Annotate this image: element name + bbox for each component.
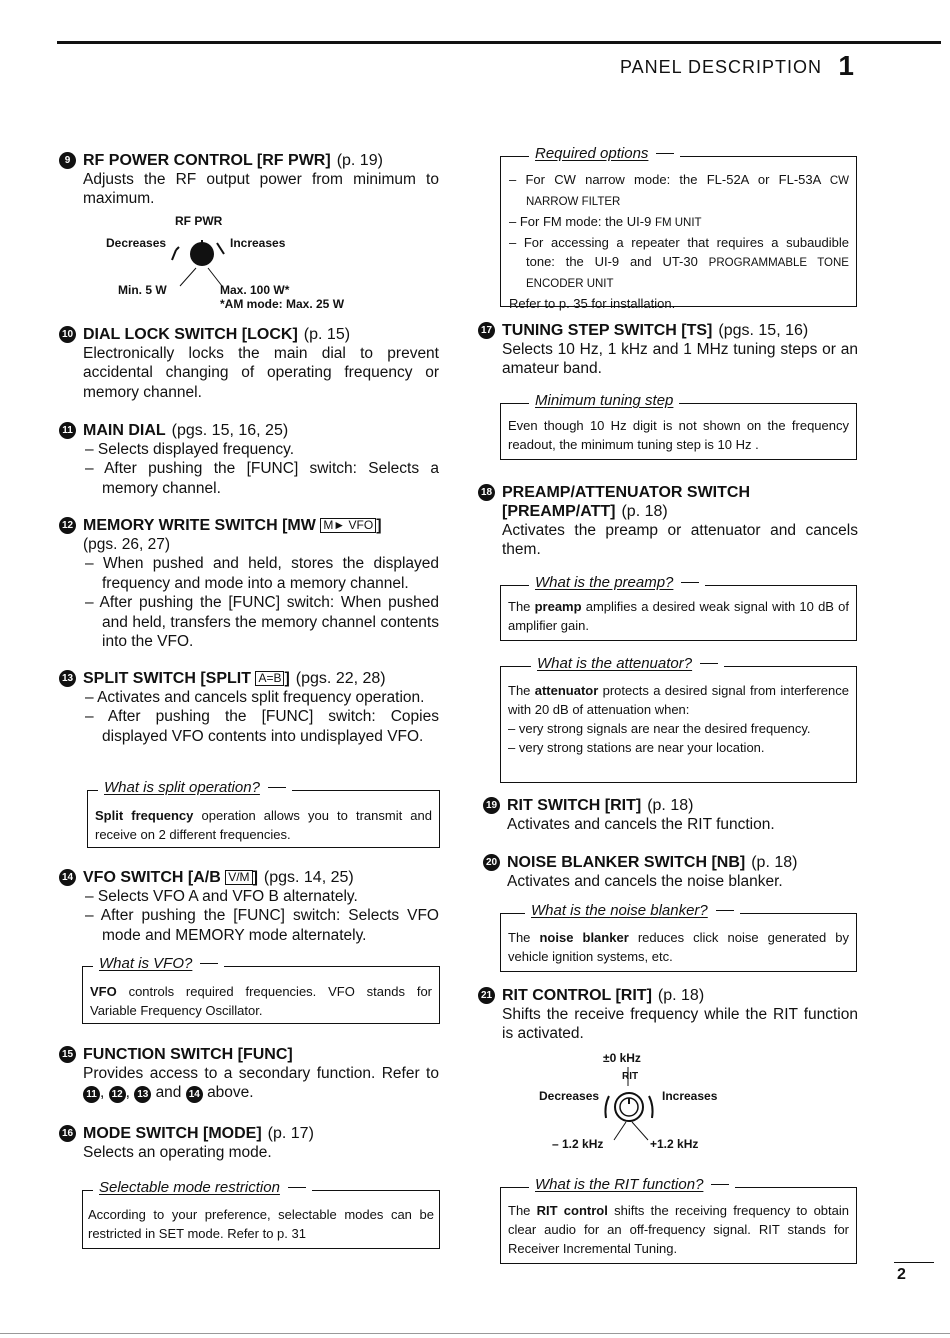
option-unit: CW NARROW FILTER — [526, 175, 849, 208]
section-title: VFO SWITCH [A/B — [83, 869, 221, 886]
section-title: RIT CONTROL [RIT] — [502, 987, 652, 1004]
title-close: ] — [284, 670, 290, 687]
section-mode — [59, 1124, 439, 1162]
section-title: NOISE BLANKER SWITCH [NB] — [507, 854, 746, 871]
rf-power-diagram — [100, 210, 400, 315]
box-term: noise blanker — [539, 930, 629, 945]
box-body — [501, 667, 856, 757]
key-label: A=B — [255, 671, 284, 686]
box-pre: The — [508, 1203, 537, 1218]
required-options-box — [500, 145, 857, 311]
bullet: – After pushing the [FUNC] switch: Copies displayed VFO contents into undisplayed VFO. — [85, 708, 439, 745]
section-preamp — [478, 483, 858, 560]
page-number-rule — [894, 1262, 934, 1263]
section-tuning-step — [478, 321, 858, 379]
option-text: – For FM mode: the UI-9 — [509, 214, 652, 229]
vfo-info-box — [82, 955, 440, 1024]
box-pre: The — [508, 930, 540, 945]
section-title: FUNCTION SWITCH [FUNC] — [83, 1046, 293, 1063]
section-title: SPLIT SWITCH [SPLIT — [83, 670, 251, 687]
section-title: TUNING STEP SWITCH [TS] — [502, 322, 713, 339]
box-term: preamp — [534, 599, 582, 614]
option-line — [509, 233, 849, 294]
box-term: RIT control — [536, 1203, 608, 1218]
option-text: – For accessing a repeater that requires a subaudible tone: the UI-9 and UT-30 — [509, 235, 849, 269]
section-body: Provides access to a secondary function. Refer to 11 , 12 , 13 and 14 above. — [83, 1065, 439, 1102]
zero-label: ±0 kHz — [603, 1051, 641, 1065]
page-number: 2 — [897, 1266, 906, 1283]
section-title: MAIN DIAL — [83, 422, 166, 439]
option-line: Refer to p. 35 for installation. — [509, 296, 676, 311]
item-number: 12 — [59, 517, 76, 534]
bullet: – Selects displayed frequency. — [85, 441, 295, 458]
item-number: 17 — [478, 322, 495, 339]
option-unit: FM UNIT — [654, 217, 702, 229]
section-title: MEMORY WRITE SWITCH [MW — [83, 517, 316, 534]
ref-number: 11 — [83, 1086, 100, 1103]
box-body — [501, 157, 856, 313]
box-body — [88, 791, 439, 844]
box-title: What is the RIT function? — [535, 1176, 704, 1193]
decreases-label: Decreases — [539, 1089, 600, 1103]
item-number: 18 — [478, 484, 495, 501]
box-body — [83, 967, 439, 1020]
key-label: M► VFO — [320, 518, 376, 533]
box-title: What is the noise blanker? — [531, 902, 708, 919]
option-line — [509, 212, 849, 233]
title-close: ] — [376, 517, 382, 534]
box-text: shifts the receiving frequency to obtain clear audio for an off-frequency signal. RIT stands for Receiver Incremental Tuning. — [508, 1203, 850, 1256]
option-unit: PROGRAMMABLE TONE ENCODER UNIT — [526, 257, 849, 290]
split-info-box — [87, 779, 440, 848]
section-title-line2: [PREAMP/ATT] — [502, 503, 616, 520]
preamp-box — [500, 574, 857, 641]
page-ref: (pgs. 22, 28) — [295, 670, 386, 687]
box-body: Even though 10 Hz digit is not shown on the frequency readout, the minimum tuning step is 10 Hz . — [508, 418, 849, 452]
section-memory-write — [59, 516, 439, 651]
item-number: 13 — [59, 670, 76, 687]
section-main-dial — [59, 421, 439, 498]
section-rit-control — [478, 986, 858, 1044]
section-title: RIT SWITCH [RIT] — [507, 797, 642, 814]
header-rule — [57, 41, 941, 44]
box-body: According to your preference, selectable modes can be restricted in SET mode. Refer to p. 31 — [88, 1207, 434, 1241]
max-label: Max. 100 W* — [220, 283, 290, 297]
tuning-step-box — [500, 392, 857, 460]
box-term: Split frequency — [95, 808, 194, 823]
box-text: reduces click noise generated by vehicle ignition systems, etc. — [508, 930, 850, 964]
item-number: 10 — [59, 326, 76, 343]
title-close: ] — [252, 869, 258, 886]
key-label: V/M — [225, 870, 252, 885]
section-body: Selects 10 Hz, 1 kHz and 1 MHz tuning steps or an amateur band. — [502, 341, 858, 378]
section-rit-switch — [483, 796, 863, 834]
max-label: +1.2 kHz — [650, 1137, 699, 1151]
knob-label: RF PWR — [175, 214, 223, 228]
am-note: *AM mode: Max. 25 W — [220, 297, 345, 311]
box-body — [501, 914, 856, 966]
page-ref: (p. 18) — [751, 854, 798, 871]
box-title: What is the attenuator? — [537, 655, 693, 672]
box-term: VFO — [90, 984, 117, 999]
box-title: Required options — [535, 145, 649, 162]
rit-function-box — [500, 1176, 857, 1264]
section-split — [59, 669, 439, 746]
ref-number: 14 — [186, 1086, 203, 1103]
section-noise-blanker — [483, 853, 863, 891]
noise-blanker-box — [500, 902, 857, 972]
ref-number: 12 — [109, 1086, 126, 1103]
section-body: Adjusts the RF output power from minimum to maximum. — [83, 171, 439, 208]
option-text: – For CW narrow mode: the FL-52A or FL-53A — [509, 172, 821, 187]
page-ref: (pgs. 26, 27) — [83, 536, 171, 553]
box-text: amplifies a desired weak signal with 10 dB of amplifier gain. — [508, 599, 849, 633]
section-title: RF POWER CONTROL [RF PWR] — [83, 152, 331, 169]
item-number: 14 — [59, 869, 76, 886]
above-text: above. — [207, 1084, 254, 1102]
box-pre: The — [508, 683, 535, 698]
chapter-number: 1 — [838, 50, 854, 81]
box-term: attenuator — [534, 683, 599, 698]
item-number: 11 — [59, 422, 76, 439]
bullet: – After pushing the [FUNC] switch: Selects a memory channel. — [85, 460, 439, 497]
and-text: and — [155, 1084, 182, 1102]
section-title: MODE SWITCH [MODE] — [83, 1125, 262, 1142]
box-body — [501, 1188, 856, 1258]
section-dial-lock — [59, 325, 439, 402]
page-ref: (p. 18) — [621, 503, 668, 520]
bullet: – After pushing the [FUNC] switch: When pushed and held, transfers the memory channel contents into the VFO. — [85, 594, 439, 651]
decreases-label: Decreases — [106, 236, 167, 250]
box-title: What is split operation? — [104, 779, 260, 796]
bullet: – After pushing the [FUNC] switch: Selects VFO mode and MEMORY mode alternately. — [85, 907, 439, 944]
section-title: PREAMP/ATTENUATOR SWITCH — [502, 484, 750, 501]
section-function — [59, 1045, 439, 1103]
box-text: controls required frequencies. VFO stands for Variable Frequency Oscillator. — [90, 984, 432, 1018]
item-number: 21 — [478, 987, 495, 1004]
section-title: DIAL LOCK SWITCH [LOCK] — [83, 326, 298, 343]
mode-restriction-box — [82, 1179, 440, 1249]
option-line — [509, 170, 849, 212]
box-para — [508, 681, 849, 719]
bullet: – Activates and cancels split frequency operation. — [85, 689, 425, 706]
section-vfo — [59, 868, 439, 945]
item-number: 9 — [59, 152, 76, 169]
item-number: 19 — [483, 797, 500, 814]
box-text: protects a desired signal from interference with 20 dB of attenuation when: — [508, 683, 849, 717]
ref-number: 13 — [134, 1086, 151, 1103]
page-title: PANEL DESCRIPTION — [619, 57, 822, 77]
page-ref: (p. 19) — [336, 152, 383, 169]
section-body: Activates and cancels the noise blanker. — [507, 873, 783, 890]
bullet: – When pushed and held, stores the displayed frequency and mode into a memory channel. — [85, 555, 439, 592]
box-title: Minimum tuning step — [535, 392, 674, 409]
min-label: – 1.2 kHz — [552, 1137, 604, 1151]
section-body: Electronically locks the main dial to prevent accidental changing of operating frequency or memory channel. — [83, 345, 439, 401]
knob-label: RIT — [622, 1071, 639, 1082]
box-body — [501, 586, 856, 635]
page-ref: (pgs. 15, 16, 25) — [171, 422, 289, 439]
bullet: – Selects VFO A and VFO B alternately. — [85, 888, 358, 905]
box-title: What is VFO? — [99, 955, 193, 972]
min-label: Min. 5 W — [118, 283, 167, 297]
item-number: 20 — [483, 854, 500, 871]
box-title: Selectable mode restriction — [99, 1179, 280, 1196]
box-pre: The — [508, 599, 535, 614]
section-rf-power — [59, 151, 439, 209]
item-number: 16 — [59, 1125, 76, 1142]
box-bullet: – very strong signals are near the desired frequency. — [508, 721, 811, 736]
page-ref: (pgs. 14, 25) — [263, 869, 354, 886]
page-ref: (p. 15) — [303, 326, 351, 343]
section-body: Selects an operating mode. — [83, 1144, 272, 1161]
rit-diagram — [530, 1048, 750, 1158]
page-ref: (p. 18) — [647, 797, 694, 814]
section-body: Activates the preamp or attenuator and cancels them. — [502, 522, 858, 559]
page-ref: (p. 17) — [267, 1125, 314, 1142]
item-number: 15 — [59, 1046, 76, 1063]
box-text: operation allows you to transmit and receive on 2 different frequencies. — [95, 808, 432, 842]
increases-label: Increases — [230, 236, 286, 250]
box-title: What is the preamp? — [535, 574, 674, 591]
page-ref: (pgs. 15, 16) — [718, 322, 809, 339]
body-text: Provides access to a secondary function. Refer to — [83, 1065, 439, 1082]
footer-rule — [0, 1333, 950, 1334]
increases-label: Increases — [662, 1089, 718, 1103]
attenuator-box — [500, 655, 857, 783]
page-ref: (p. 18) — [657, 987, 705, 1004]
section-body: Activates and cancels the RIT function. — [507, 816, 775, 833]
box-bullet: – very strong stations are near your location. — [508, 740, 765, 755]
section-body: Shifts the receive frequency while the RIT function is activated. — [502, 1006, 858, 1043]
